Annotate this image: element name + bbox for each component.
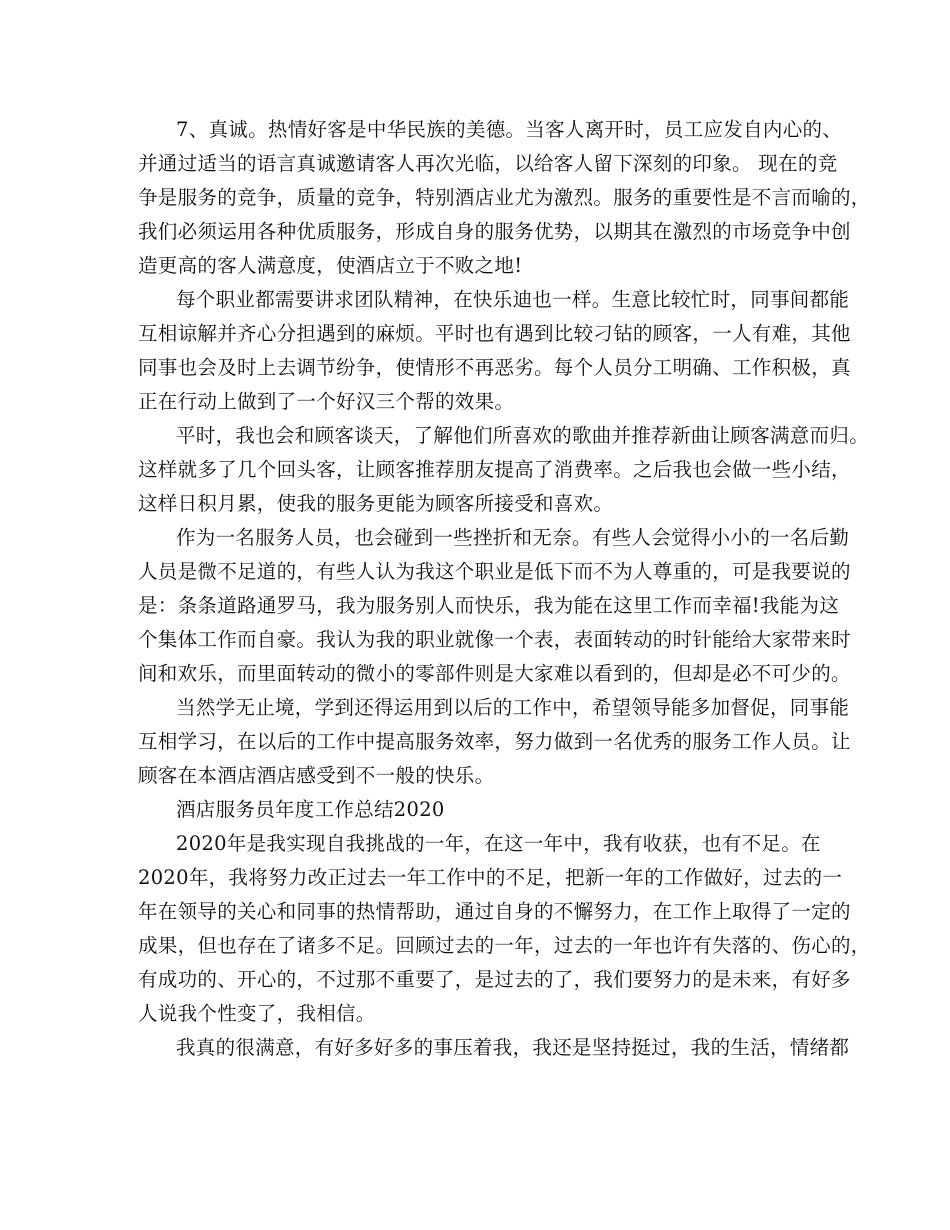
text-line: 互相学习，在以后的工作中提高服务效率，努力做到一名优秀的服务工作人员。让 <box>138 730 851 753</box>
text-line: 人员是微不足道的，有些人认为我这个职业是低下而不为人尊重的，可是我要说的 <box>138 560 851 583</box>
text-line: 这样就多了几个回头客，让顾客推荐朋友提高了消费率。之后我也会做一些小结， <box>138 458 851 481</box>
text-line: 顾客在本酒店酒店感受到不一般的快乐。 <box>138 764 495 787</box>
text-line: 每个职业都需要讲求团队精神，在快乐迪也一样。生意比较忙时，同事间都能 <box>176 288 850 311</box>
text-line: 造更高的客人满意度，使酒店立于不败之地! <box>138 254 523 277</box>
section-heading: 酒店服务员年度工作总结2020 <box>176 798 445 821</box>
text-line: 平时，我也会和顾客谈天，了解他们所喜欢的歌曲并推荐新曲让顾客满意而归。 <box>176 424 870 447</box>
text-line: 间和欢乐，而里面转动的微小的零部件则是大家难以看到的，但却是必不可少的。 <box>138 662 851 685</box>
text-line: 互相谅解并齐心分担遇到的麻烦。平时也有遇到比较刁钻的顾客，一人有难，其他 <box>138 322 851 345</box>
text-line: 并通过适当的语言真诚邀请客人再次光临，以给客人留下深刻的印象。 现在的竞 <box>138 152 838 175</box>
text-line: 当然学无止境，学到还得运用到以后的工作中，希望领导能多加督促，同事能 <box>176 696 850 719</box>
text-line: 成果，但也存在了诸多不足。回顾过去的一年，过去的一年也许有失落的、伤心的， <box>138 934 871 957</box>
text-line: 正在行动上做到了一个好汉三个帮的效果。 <box>138 390 515 413</box>
text-line: 我们必须运用各种优质服务，形成自身的服务优势，以期其在激烈的市场竞争中创 <box>138 220 851 243</box>
text-line: 2020年是我实现自我挑战的一年，在这一年中，我有收获，也有不足。在 <box>176 832 821 855</box>
text-line: 个集体工作而自豪。我认为我的职业就像一个表，表面转动的时针能给大家带来时 <box>138 628 851 651</box>
text-line: 我真的很满意，有好多好多的事压着我，我还是坚持挺过，我的生活，情绪都 <box>176 1036 850 1059</box>
text-line: 2020年，我将努力改正过去一年工作中的不足，把新一年的工作做好，过去的一 <box>138 866 843 889</box>
text-line: 作为一名服务人员，也会碰到一些挫折和无奈。有些人会觉得小小的一名后勤 <box>176 526 850 549</box>
text-line: 争是服务的竞争，质量的竞争，特别酒店业尤为激烈。服务的重要性是不言而喻的， <box>138 186 871 209</box>
text-line: 是：条条道路通罗马，我为服务别人而快乐，我为能在这里工作而幸福!我能为这 <box>138 594 840 617</box>
text-line: 7、真诚。热情好客是中华民族的美德。当客人离开时，员工应发自内心的、 <box>176 118 843 141</box>
text-line: 同事也会及时上去调节纷争，使情形不再恶劣。每个人员分工明确、工作积极，真 <box>138 356 851 379</box>
text-line: 人说我个性变了，我相信。 <box>138 1002 376 1025</box>
text-line: 年在领导的关心和同事的热情帮助，通过自身的不懈努力，在工作上取得了一定的 <box>138 900 851 923</box>
text-line: 这样日积月累，使我的服务更能为顾客所接受和喜欢。 <box>138 492 614 515</box>
text-line: 有成功的、开心的，不过那不重要了，是过去的了，我们要努力的是未来，有好多 <box>138 968 851 991</box>
